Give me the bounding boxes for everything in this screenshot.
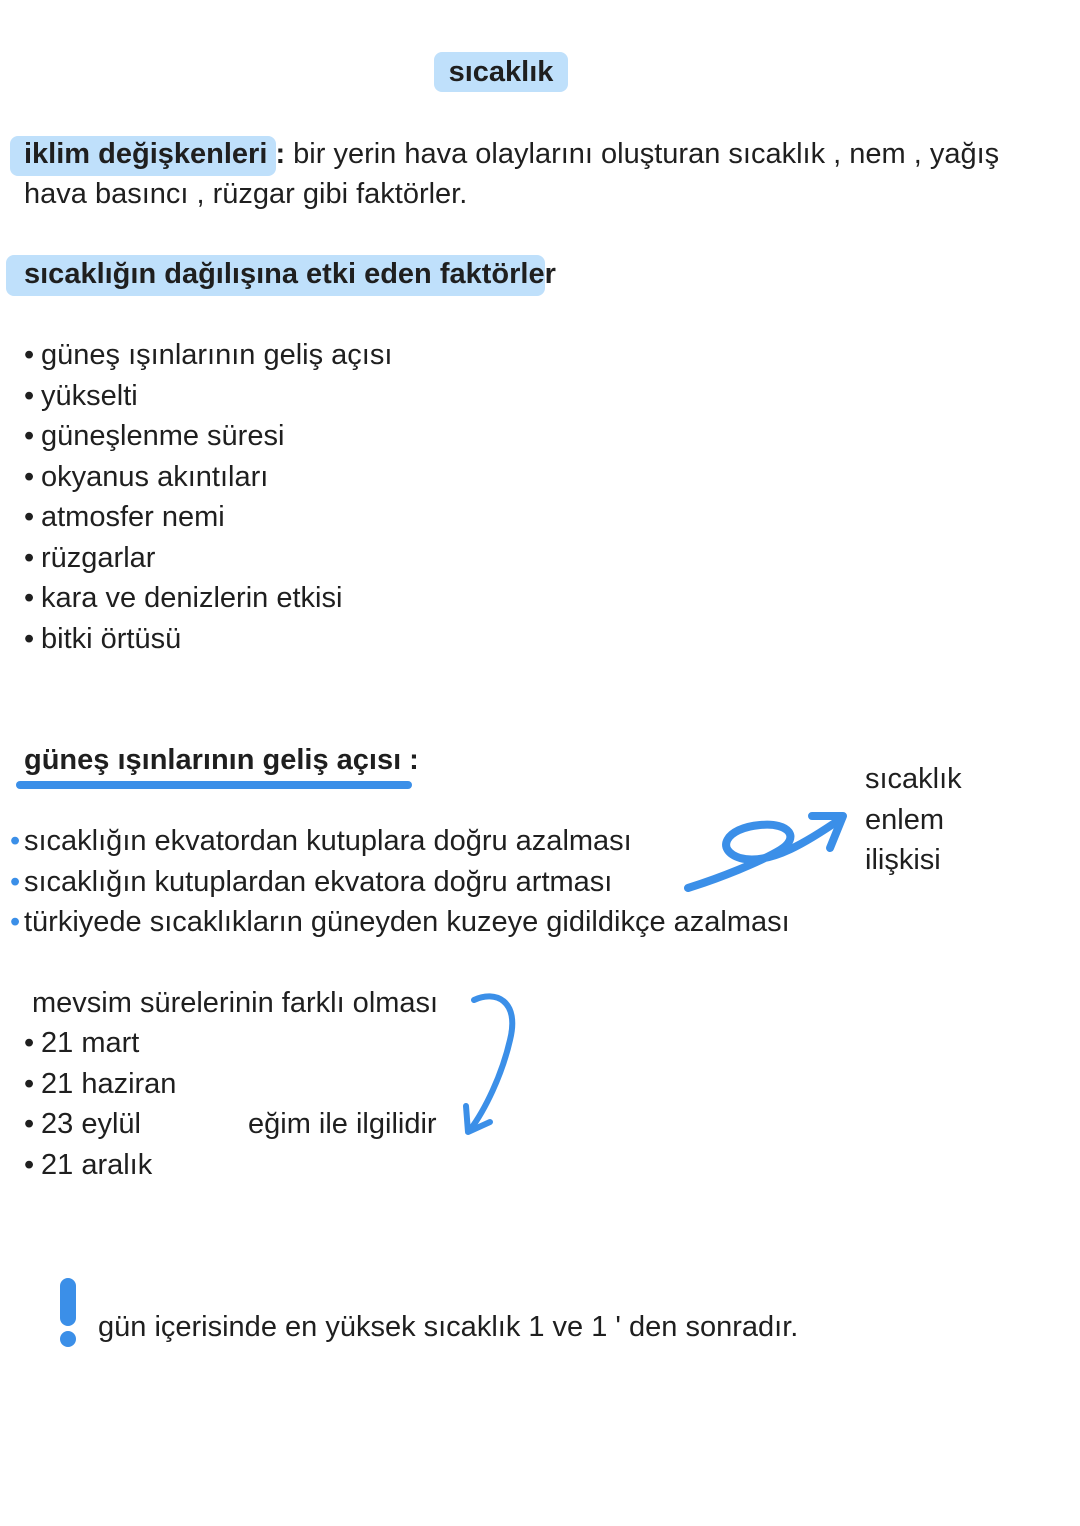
list-item: • güneşlenme süresi [24, 416, 392, 457]
exclamation-dot-icon [60, 1331, 76, 1347]
list-item: • 21 mart [24, 1023, 176, 1064]
side-note-line: sıcaklık [865, 763, 962, 795]
list-item: • sıcaklığın kutuplardan ekvatora doğru artması [10, 862, 790, 903]
list-item: • atmosfer nemi [24, 497, 392, 538]
list-item: • 23 eylül [24, 1104, 176, 1145]
bullet-icon: • [24, 420, 35, 452]
list-item: • bitki örtüsü [24, 619, 392, 660]
list-item: • 21 haziran [24, 1064, 176, 1105]
blue-bullet-icon: • [10, 906, 21, 938]
side-note-line: enlem [865, 803, 944, 836]
definition-text: bir yerin hava olaylarını oluşturan sıcaklık , nem , yağış [285, 138, 1000, 170]
bullet-icon: • [24, 1067, 35, 1100]
side-note-line: ilişkisi [865, 844, 941, 876]
angle-heading: güneş ışınlarının geliş açısı : [24, 744, 419, 776]
list-item: • yükselti [24, 376, 392, 417]
list-item: • türkiyede sıcaklıkların güneyden kuzeye gidildikçe azalması [10, 902, 790, 943]
blue-bullet-icon: • [10, 865, 21, 898]
tilt-note: eğim ile ilgilidir [248, 1108, 437, 1140]
list-item: • güneş ışınlarının geliş açısı [24, 335, 392, 376]
bullet-icon: • [24, 460, 35, 493]
factors-heading: sıcaklığın dağılışına etki eden faktörler [24, 258, 556, 290]
bullet-icon: • [24, 582, 35, 614]
bullet-icon: • [24, 339, 35, 371]
bullet-icon: • [24, 501, 35, 533]
bullet-icon: • [24, 541, 35, 574]
list-item: • 21 aralık [24, 1145, 176, 1186]
bullet-icon: • [24, 1027, 35, 1059]
list-item: • kara ve denizlerin etkisi [24, 578, 392, 619]
list-item: • sıcaklığın ekvatordan kutuplara doğru azalması [10, 821, 790, 862]
bullet-icon: • [24, 1148, 35, 1181]
seasons-heading: mevsim sürelerinin farklı olması [32, 987, 439, 1019]
blue-bullet-icon: • [10, 825, 21, 857]
bullet-icon: • [24, 622, 35, 655]
curved-arrow-icon [470, 996, 512, 1130]
definition-line-2: hava basıncı , rüzgar gibi faktörler. [24, 178, 468, 210]
tip-text: gün içerisinde en yüksek sıcaklık 1 ve 1 ' den sonradır. [98, 1311, 799, 1343]
exclamation-icon [60, 1278, 76, 1326]
bullet-icon: • [24, 379, 35, 412]
loop-arrow-icon [688, 818, 842, 888]
list-item: • okyanus akıntıları [24, 457, 392, 498]
page-title: sıcaklık [448, 56, 554, 88]
definition-term: iklim değişkenleri : [24, 138, 286, 170]
bullet-icon: • [24, 1108, 35, 1140]
list-item: • rüzgarlar [24, 538, 392, 579]
